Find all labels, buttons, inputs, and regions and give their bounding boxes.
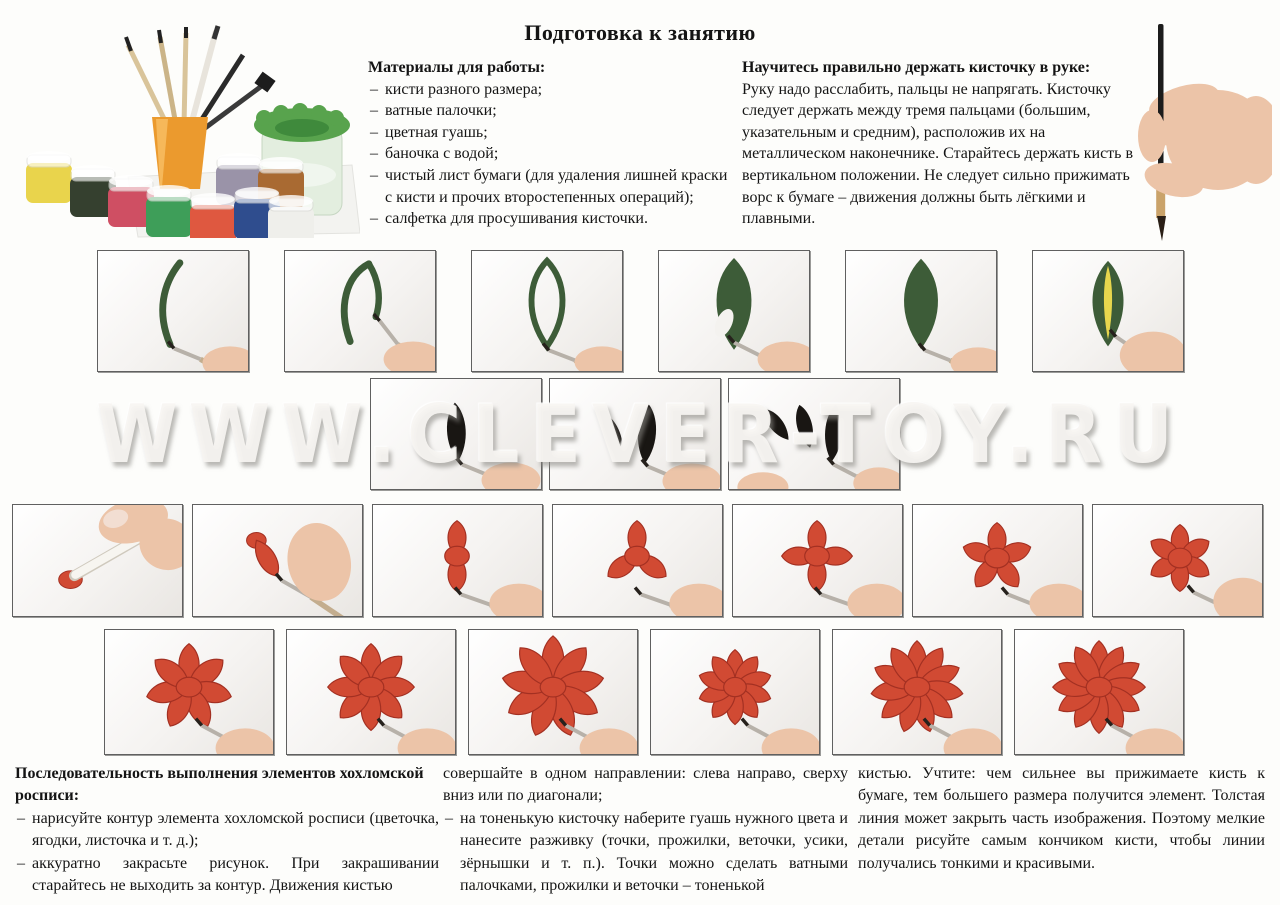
sequence-continuation: совершайте в одном направлении: слева направо, сверху вниз или по диагонали;: [443, 765, 848, 805]
sequence-column-3: [858, 763, 1265, 875]
holding-heading: Научитесь правильно держать кисточку в руке:: [742, 59, 1091, 76]
list-item: – аккуратно закрасьте рисунок. При закрашивании старайтесь не выходить за контур. Движения кистью: [15, 853, 439, 898]
flower-finish-steps-photo-4: [650, 629, 820, 755]
flower-finish-steps-photo-6: [1014, 629, 1184, 755]
sequence-column-2: [443, 763, 848, 897]
list-item: – кисти разного размера;: [368, 79, 730, 101]
sequence-heading: Последовательность выполнения элементов хохломской росписи:: [15, 765, 424, 805]
leaf-steps-photo-5: [845, 250, 997, 372]
hand-illustration: [1122, 18, 1272, 243]
materials-list: [368, 79, 730, 230]
flower-finish-steps-photo-3: [468, 629, 638, 755]
leaf-steps-photo-1: [97, 250, 249, 372]
holding-section: [742, 57, 1138, 230]
list-item: – баночка с водой;: [368, 143, 730, 165]
flower-start-steps-photo-7: [1092, 504, 1263, 617]
materials-section: [368, 57, 730, 230]
flower-start-steps-photo-6: [912, 504, 1083, 617]
black-petal-steps-photo-3: [728, 378, 900, 490]
leaf-steps-photo-3: [471, 250, 623, 372]
flower-finish-steps-photo-2: [286, 629, 456, 755]
list-item: – нарисуйте контур элемента хохломской росписи (цветочка, ягодки, листочка и т. д.);: [15, 808, 439, 853]
leaf-steps-photo-4: [658, 250, 810, 372]
materials-heading: Материалы для работы:: [368, 59, 546, 76]
list-item: – ватные палочки;: [368, 100, 730, 122]
list-item: – салфетка для просушивания кисточки.: [368, 208, 730, 230]
flower-start-steps-photo-2: [192, 504, 363, 617]
flower-start-steps-photo-1: [12, 504, 183, 617]
watermark: WWW.CLEVER-TOY.RU: [96, 388, 1184, 482]
list-item: – цветная гуашь;: [368, 122, 730, 144]
black-petal-steps-photo-1: [370, 378, 542, 490]
list-item: – чистый лист бумаги (для удаления лишней краски с кисти и прочих второстепенных операций);: [368, 165, 730, 208]
flower-start-steps-photo-3: [372, 504, 543, 617]
leaf-steps-photo-2: [284, 250, 436, 372]
sequence-item: – на тоненькую кисточку наберите гуашь нужного цвета и нанесите разживку (точки, прожилки, веточки, усики, зёрнышки и т. п.). Точки можно сделать ватными палочками, прожилки и веточки – тоненькой: [443, 808, 848, 898]
black-petal-steps-photo-2: [549, 378, 721, 490]
page-title: Подготовка к занятию: [524, 20, 756, 45]
paints-illustration: [10, 25, 360, 238]
holding-body: Руку надо расслабить, пальцы не напрягать. Кисточку следует держать между тремя пальцами (большим, указательным и средним), расположив их на металлическом наконечнике. Старайтесь держать кисть в вертикальном положении. Не следует сильно прижимать ворс к бумаге – движения должны быть лёгкими и плавными.: [742, 80, 1134, 228]
flower-start-steps-photo-5: [732, 504, 903, 617]
flower-finish-steps-photo-1: [104, 629, 274, 755]
sequence-items: [15, 808, 439, 898]
sequence-continuation-2: кистью. Учтите: чем сильнее вы прижимаете кисть к бумаге, тем большего размера получится элемент. Толстая линия может закрыть часть изображения. Поэтому мелкие детали рисуйте самым кончиком кисти, чтобы линии получались тонкими и красивыми.: [858, 765, 1265, 872]
flower-finish-steps-photo-5: [832, 629, 1002, 755]
leaf-steps-photo-6: [1032, 250, 1184, 372]
hand-holding-brush-photo: [1122, 18, 1272, 243]
paints-and-brushes-photo: [10, 25, 360, 238]
flower-start-steps-photo-4: [552, 504, 723, 617]
sequence-column-1: [15, 763, 439, 897]
